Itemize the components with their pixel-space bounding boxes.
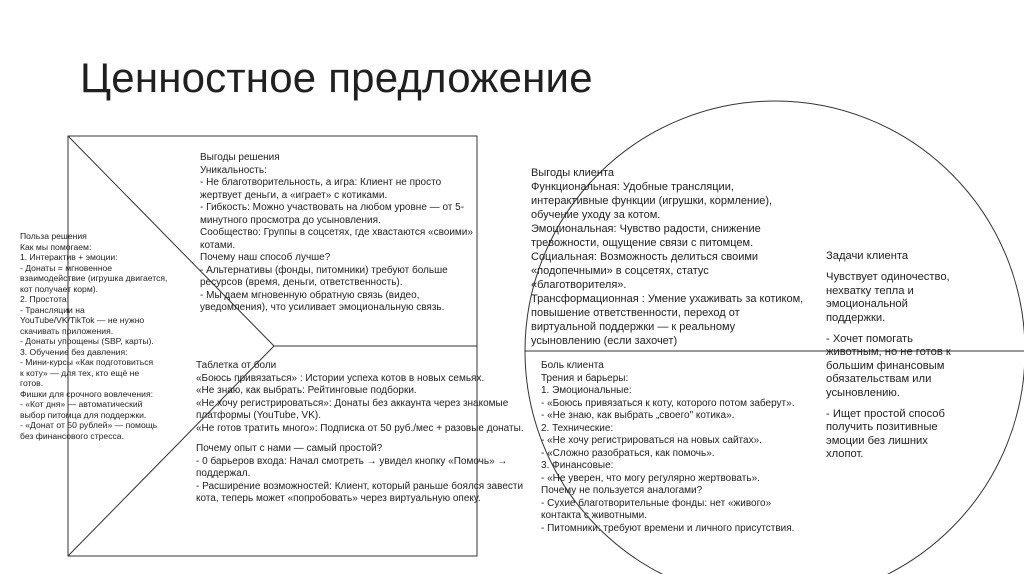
customer-jobs-heading: Задачи клиента: [826, 250, 909, 262]
text-line: уведомления), что усиливает эмоциональную связь.: [200, 302, 445, 313]
text-line: - «Сложно разобраться, как помочь».: [541, 447, 715, 459]
text-line: усыновлению (если захочет): [531, 335, 678, 347]
text-line: 3. Обучение без давления:: [20, 346, 128, 357]
text-line: кот получает корм).: [20, 283, 98, 294]
text-line: 1. Эмоциональные:: [541, 385, 632, 396]
spacer: [826, 400, 956, 408]
text-line: - Мы даем мгновенную обратную связь (видео,: [200, 289, 420, 301]
text-line: «Не готов тратить много»: Подписка от 50 руб./мес + разовые донаты.: [196, 422, 524, 434]
text-line: YouTube/VK/TikTok — не нужно: [20, 315, 145, 325]
text-line: 2. Технические:: [541, 422, 614, 434]
text-line: обучение уходу за котом.: [531, 209, 661, 221]
text-line: Сообщество: Группы в соцсетях, где хвастаются «своими»: [200, 227, 473, 238]
products-services-block: [20, 231, 180, 441]
customer-jobs-block: [826, 250, 956, 462]
text-line: тревожности, ощущение связи с питомцем.: [531, 237, 754, 249]
text-line: к коту» — для тех, кто ещё не: [20, 367, 140, 378]
text-line: - «Не уверен, что могу регулярно жертвовать».: [541, 472, 760, 484]
text-line: - Питомники: требуют времени и личного присутствия.: [541, 522, 795, 534]
spacer: [826, 325, 956, 333]
text-paragraph: Чувствует одиночество, нехватку тепла и эмоциональной поддержки.: [826, 271, 950, 324]
text-line: виртуальной поддержки — к реальному: [531, 321, 736, 333]
text-line: - 0 барьеров входа: Начал смотреть → увидел кнопку «Помочь» →: [196, 455, 508, 467]
text-line: платформы (YouTube, VK).: [196, 410, 321, 421]
text-line: повышение ответственности, переход от: [531, 307, 740, 319]
text-line: ресурсов (время, деньги, ответственность).: [200, 277, 403, 288]
text-line: «Боюсь привязаться» : Истории успеха котов в новых семьях.: [196, 372, 485, 384]
text-line: Польза решения: [20, 231, 87, 241]
text-line: - Расширение возможностей: Клиент, который раньше боялся завести: [196, 480, 524, 492]
text-line: - «Не знаю, как выбрать „своего" котика».: [541, 410, 735, 421]
text-line: - «Боюсь привязаться к коту, которого потом заберут».: [541, 397, 795, 409]
text-line: Функциональная: Удобные трансляции,: [531, 181, 734, 193]
text-line: 3. Финансовые:: [541, 460, 614, 471]
text-line: 2. Простота:: [20, 294, 70, 304]
text-line: Выгоды клиента: [531, 167, 614, 179]
customer-gains-block: [531, 166, 804, 348]
text-line: «Не хочу регистрироваться»: Донаты без аккаунта через знакомые: [196, 397, 509, 409]
text-line: Фишки для срочного вовлечения:: [20, 388, 153, 399]
text-line: Таблетка от боли: [196, 360, 277, 371]
text-line: поддержал.: [196, 468, 251, 479]
text-line: - Мини-курсы «Как подготовиться: [20, 357, 154, 367]
text-line: - Трансляции на: [20, 304, 85, 315]
text-line: - «Кот дня» — автоматический: [20, 399, 143, 409]
text-line: минутного просмотра до усыновления.: [200, 214, 381, 226]
text-line: Выгоды решения: [200, 152, 280, 163]
text-line: Социальная: Возможность делиться своими: [531, 251, 759, 263]
text-line: взаимодействие (игрушка двигается,: [20, 273, 168, 283]
text-line: Уникальность:: [200, 164, 267, 176]
text-line: 1. Интерактив + эмоции:: [20, 252, 118, 262]
text-line: - Донаты = мгновенное: [20, 262, 113, 273]
text-line: - Не благотворительность, а игра: Клиент не просто: [200, 177, 442, 188]
spacer: [826, 263, 956, 271]
text-line: Боль клиента: [541, 360, 604, 371]
text-line: - Альтернативы (фонды, питомники) требуют больше: [200, 264, 448, 276]
text-line: «Не знаю, как выбрать: Рейтинговые подборки.: [196, 385, 417, 396]
text-line: жертвует деньги, а «играет» с котиками.: [200, 189, 388, 201]
text-paragraph: - Ищет простой способ получить позитивные эмоции без лишних хлопот.: [826, 408, 945, 461]
text-line: Почему не пользуется аналогами?: [541, 485, 703, 496]
text-line: - Донаты упрощены (SBP, карты).: [20, 336, 154, 346]
text-line: Как мы помогаем:: [20, 241, 92, 252]
text-line: Эмоциональная: Чувство радости, снижение: [531, 223, 761, 235]
text-line: интерактивные функции (игрушки, кормление),: [531, 195, 773, 207]
text-line: кота, теперь может «попробовать» через виртуальную опеку.: [196, 493, 481, 504]
text-line: «подопечными» в соцсетях, статус: [531, 265, 709, 277]
text-line: Трения и барьеры:: [541, 372, 629, 384]
text-line: Трансформационная : Умение ухаживать за котиком,: [531, 293, 804, 305]
text-line: «благотворителя».: [531, 279, 627, 291]
text-line: - «Донат от 50 рублей» — помощь: [20, 420, 158, 430]
text-line: без финансового стресса.: [20, 430, 124, 441]
text-line: скачивать приложения.: [20, 325, 114, 336]
text-line: - Сухие благотворительные фонды: нет «живого»: [541, 497, 772, 509]
text-line: готов.: [20, 378, 44, 388]
pain-relievers-block: [196, 360, 524, 506]
text-line: Почему опыт с нами — самый простой?: [196, 443, 383, 454]
text-line: Почему наш способ лучше?: [200, 252, 331, 263]
text-line: котами.: [200, 239, 236, 251]
text-line: - «Не хочу регистрироваться на новых сайтах».: [541, 435, 762, 446]
text-line: выбор питомца для поддержки.: [20, 409, 147, 420]
text-line: - Гибкость: Можно участвовать на любом уровне — от 5-: [200, 202, 465, 213]
text-paragraph: - Хочет помогать животным, но не готов к большим финансовым обязательствам или усыновлению.: [826, 333, 951, 399]
text-line: контакта с животными.: [541, 510, 648, 521]
gain-creators-block: [200, 152, 475, 315]
customer-pains-block: [541, 360, 821, 535]
slide-title: Ценностное предложение: [80, 54, 593, 101]
spacer: [196, 435, 516, 443]
